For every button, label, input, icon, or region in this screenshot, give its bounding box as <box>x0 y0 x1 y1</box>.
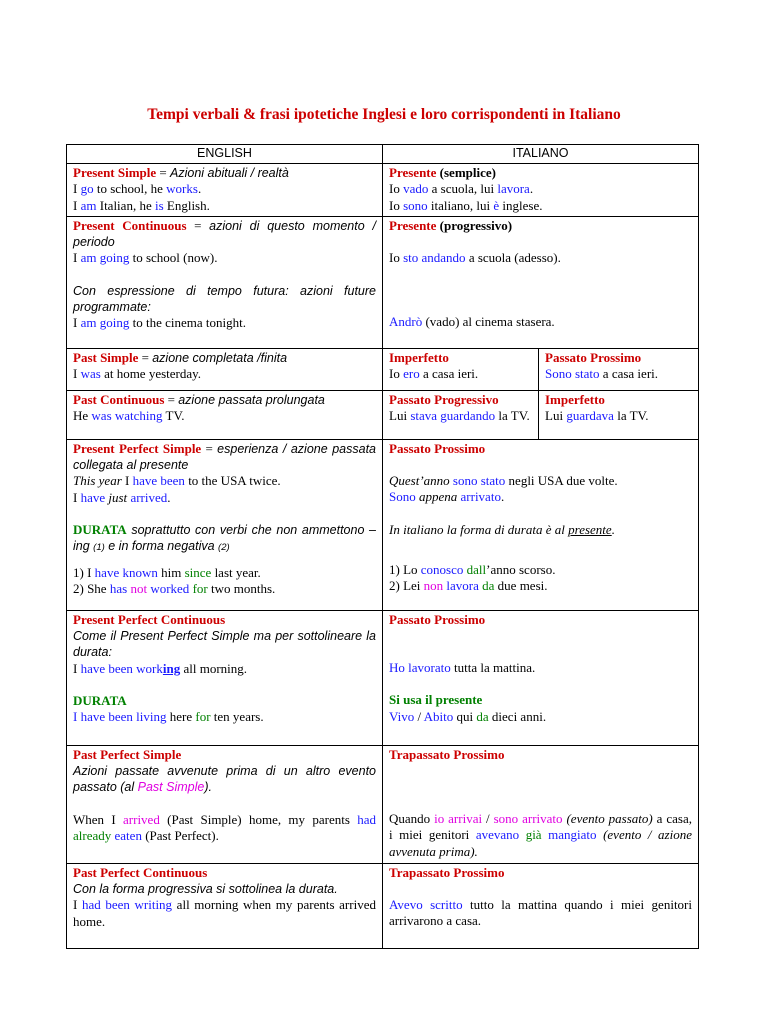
durata-note: In italiano la forma di durata è al <box>389 521 569 537</box>
verb: conosco <box>420 562 464 578</box>
preposition: da <box>478 578 495 594</box>
negation: not <box>130 580 148 596</box>
verb: lavora <box>443 578 479 594</box>
text: last year. <box>211 564 261 580</box>
verb: have known <box>94 564 158 580</box>
tense-description: azioni di questo momento / periodo <box>73 218 376 250</box>
text: la TV. <box>495 408 530 424</box>
cell-past-perfect-continuous-en <box>67 863 383 948</box>
negation: non <box>423 578 444 594</box>
verb: eaten <box>111 828 142 844</box>
verb: arrived <box>127 489 168 505</box>
verb: Abito <box>423 708 454 724</box>
text: tutto la mattina quando i miei genitori arrivarono a casa. <box>389 897 692 929</box>
verb-past: sono arrivato <box>493 811 563 827</box>
verb: go <box>80 181 94 197</box>
tenses-table <box>66 144 699 949</box>
tense-name: Past Simple <box>73 349 139 365</box>
note: (evento / azione avvenuta prima). <box>389 827 692 859</box>
adverb: appena <box>418 489 458 505</box>
durata-note-emphasis: presente <box>568 521 612 537</box>
verb: had <box>357 811 376 827</box>
text: Italian, he <box>96 197 155 213</box>
tense-description: Come il Present Perfect Simple ma per sottolineare la durata: <box>73 629 376 660</box>
table-row <box>67 348 699 390</box>
verb: sono <box>403 197 428 213</box>
tense-name: Passato Prossimo <box>389 440 486 456</box>
durata-label: DURATA <box>73 522 127 538</box>
tense-name: Past Continuous <box>73 391 165 407</box>
verb: Sono stato <box>545 366 600 382</box>
note-marker: (2) <box>218 542 230 554</box>
text: Io <box>389 366 404 382</box>
text: tutta la mattina. <box>450 660 536 676</box>
text: ’anno scorso. <box>486 562 556 578</box>
tense-reference: Past Simple <box>137 780 205 795</box>
header-italiano: ITALIANO <box>383 145 699 164</box>
text: dieci anni. <box>488 708 547 724</box>
text: 1) Lo <box>389 562 421 578</box>
durata-text: soprattutto con verbi che non ammettono –ing <box>73 523 376 554</box>
verb: Vivo <box>389 708 415 724</box>
text: I <box>73 197 81 213</box>
equals-sign: = <box>186 217 210 233</box>
durata-label: DURATA <box>73 693 127 709</box>
verb: works <box>166 181 198 197</box>
table-row <box>67 216 699 348</box>
header-english: ENGLISH <box>67 145 383 164</box>
verb: have been <box>132 473 185 489</box>
verb: Avevo scritto <box>389 897 463 913</box>
text: a scuola, lui <box>428 181 498 197</box>
text: 2) She <box>73 580 110 596</box>
text: (Past Simple) home, my parents <box>159 811 358 827</box>
equals-sign: = <box>201 440 218 456</box>
text: him <box>157 564 185 580</box>
verb: has <box>109 580 131 596</box>
tense-description: Azioni passate avvenute prima di un altro evento passato (al <box>73 764 376 795</box>
verb-ending: ing <box>162 660 181 676</box>
table-row <box>67 439 699 610</box>
future-note: Con espressione di tempo futura: azioni future programmate: <box>73 283 376 315</box>
cell-present-simple-en: Present Simple = Azioni abituali / realtà I go to school, he works. I am Italian, he is English. <box>67 164 383 217</box>
verb: guardava <box>566 408 614 424</box>
time-expression: This year <box>73 473 122 489</box>
verb: Andrò <box>389 314 423 330</box>
verb: è <box>493 197 500 213</box>
tense-name: Present Perfect Simple <box>73 440 202 456</box>
text: due mesi. <box>494 578 548 594</box>
text: negli USA due volte. <box>505 473 618 489</box>
text: Io <box>389 250 404 266</box>
verb: am going <box>80 315 130 331</box>
tense-name: Imperfetto <box>545 391 605 407</box>
cell-past-perfect-simple-en <box>67 745 383 863</box>
text: I <box>73 315 81 331</box>
durata-label: Si usa il presente <box>389 692 483 708</box>
text: a casa ieri. <box>599 366 659 382</box>
text: Io <box>389 181 404 197</box>
verb: lavora <box>497 181 530 197</box>
text: I <box>73 489 81 505</box>
text: When I <box>73 811 124 827</box>
tense-name: Past Perfect Simple <box>73 746 182 762</box>
verb: arrivato <box>457 489 501 505</box>
verb: avevano <box>475 827 520 843</box>
verb: sto andando <box>403 250 466 266</box>
preposition: dall <box>463 562 487 578</box>
preposition: for <box>189 580 208 596</box>
note-marker: (1) <box>93 542 105 554</box>
cell-present-perfect-continuous-it <box>383 610 699 745</box>
tense-name: Present Continuous <box>73 217 187 233</box>
tense-name: Trapassato Prossimo <box>389 864 505 880</box>
cell-past-perfect-simple-it <box>383 745 699 863</box>
verb: had been writing <box>81 897 173 913</box>
text: to school, he <box>93 181 167 197</box>
tense-note: (progressivo) <box>436 217 513 233</box>
text: Lui <box>545 408 567 424</box>
verb: was <box>80 366 101 382</box>
cell-imperfetto-2 <box>539 390 699 439</box>
tense-name: Present Perfect Continuous <box>73 611 226 627</box>
text: ten years. <box>210 709 264 725</box>
tense-description: ). <box>204 780 212 795</box>
text: (vado) al cinema stasera. <box>422 314 555 330</box>
text: I <box>73 660 81 676</box>
cell-past-simple-en <box>67 348 383 390</box>
text: 2) Lei <box>389 578 424 594</box>
verb: vado <box>403 181 429 197</box>
tense-name: Passato Prossimo <box>389 611 486 627</box>
cell-passato-prossimo <box>539 348 699 390</box>
cell-present-perfect-simple-en: Present Perfect Simple = esperienza / azione passata collegata al presente This year I have been to the USA twice. I have just arrived. DURATA soprattutto con verbi che non ammettono –ing (1) e in forma negativa (2) 1) I have known him since last year. 2) She has not worked for two months. <box>67 439 383 610</box>
tense-name: Trapassato Prossimo <box>389 746 505 762</box>
adverb: already <box>73 828 112 844</box>
verb: am going <box>80 250 130 266</box>
text: I <box>73 250 81 266</box>
text: / <box>414 708 424 724</box>
cell-present-perfect-continuous-en <box>67 610 383 745</box>
verb: Sono <box>389 489 419 505</box>
table-row <box>67 863 699 948</box>
table-row <box>67 610 699 745</box>
tense-note: (semplice) <box>436 165 496 180</box>
preposition: since <box>184 564 212 580</box>
verb: Ho lavorato <box>389 660 451 676</box>
text: inglese. <box>499 197 543 213</box>
adverb: già <box>519 827 542 843</box>
text: to the cinema tonight. <box>129 315 246 331</box>
text: all morning. <box>180 660 248 676</box>
text: 1) I <box>73 564 95 580</box>
verb: sono stato <box>449 473 506 489</box>
tense-description: azione completata /finita <box>152 350 288 365</box>
cell-present-simple-it: Presente (semplice) Io vado a scuola, lui lavora. Io sono italiano, lui è inglese. <box>383 164 699 217</box>
cell-present-perfect-simple-it: Passato Prossimo Quest’anno sono stato negli USA due volte. Sono appena arrivato. In italiano la forma di durata è al presente. 1) Lo conosco dall’anno scorso. 2) Lei non lavora da due mesi. <box>383 439 699 610</box>
text: I <box>73 897 82 913</box>
text: qui <box>453 708 477 724</box>
text: la TV. <box>613 408 649 424</box>
tense-name: Present Simple <box>73 165 157 180</box>
tense-name: Imperfetto <box>389 349 449 365</box>
note: (evento passato) <box>562 811 653 827</box>
text: at home yesterday. <box>100 366 202 382</box>
tense-description: Con la forma progressiva si sottolinea la durata. <box>73 882 338 897</box>
table-row <box>67 745 699 863</box>
cell-passato-progressivo <box>383 390 539 439</box>
text: TV. <box>162 408 185 424</box>
text: (Past Perfect). <box>141 828 219 844</box>
verb: stava guardando <box>410 408 496 424</box>
text: a casa, i miei genitori <box>389 811 693 843</box>
tense-description: Azioni abituali / realtà <box>170 166 289 180</box>
verb: am <box>80 197 97 213</box>
tense-name: Passato Progressivo <box>389 391 499 407</box>
text: a scuola (adesso). <box>465 250 561 266</box>
text: I <box>73 181 81 197</box>
table-header-row <box>67 145 699 164</box>
text: / <box>482 811 494 827</box>
text: English. <box>163 197 210 213</box>
tense-description: esperienza / azione passata collegata al presente <box>73 441 376 473</box>
adverb: just <box>108 489 128 505</box>
verb: worked <box>147 580 190 596</box>
tense-name: Presente <box>389 217 437 233</box>
tense-name: Past Perfect Continuous <box>73 864 208 880</box>
preposition: for <box>195 709 211 725</box>
cell-imperfetto <box>383 348 539 390</box>
table-row <box>67 164 699 217</box>
tense-name: Presente <box>389 165 437 180</box>
cell-present-continuous-en <box>67 216 383 348</box>
text: to school (now). <box>129 250 218 266</box>
table-row <box>67 390 699 439</box>
text: italiano, lui <box>427 197 494 213</box>
cell-present-continuous-it <box>383 216 699 348</box>
verb: is <box>154 197 164 213</box>
verb: was watching <box>91 408 163 424</box>
text: I <box>121 473 133 489</box>
durata-text: e in forma negativa <box>104 539 219 554</box>
text: He <box>73 408 92 424</box>
tense-description: azione passata prolungata <box>178 392 325 407</box>
text: here <box>166 709 196 725</box>
text: Io <box>389 197 404 213</box>
text: Quando <box>389 811 435 827</box>
verb-past: io arrivai <box>434 811 483 827</box>
cell-past-continuous-en <box>67 390 383 439</box>
time-expression: Quest’anno <box>389 473 450 489</box>
verb: mangiato <box>541 827 597 843</box>
cell-past-perfect-continuous-it <box>383 863 699 948</box>
verb-past: arrived <box>123 811 160 827</box>
equals-sign: = <box>164 391 179 407</box>
verb: ero <box>403 366 420 382</box>
text: Lui <box>389 408 411 424</box>
tense-name: Passato Prossimo <box>545 349 642 365</box>
verb: have been work <box>80 660 163 676</box>
text: a casa ieri. <box>419 366 479 382</box>
verb: have <box>80 489 109 505</box>
text: two months. <box>207 580 276 596</box>
page-title: Tempi verbali & frasi ipotetiche Inglesi e loro corrispondenti in Italiano <box>147 106 621 123</box>
text: all morning when my parents arrived home. <box>73 897 376 929</box>
preposition: da <box>476 708 489 724</box>
equals-sign: = <box>156 165 171 180</box>
verb: I have been living <box>73 709 167 725</box>
text: I <box>73 366 81 382</box>
text: to the USA twice. <box>184 473 281 489</box>
equals-sign: = <box>138 349 153 365</box>
